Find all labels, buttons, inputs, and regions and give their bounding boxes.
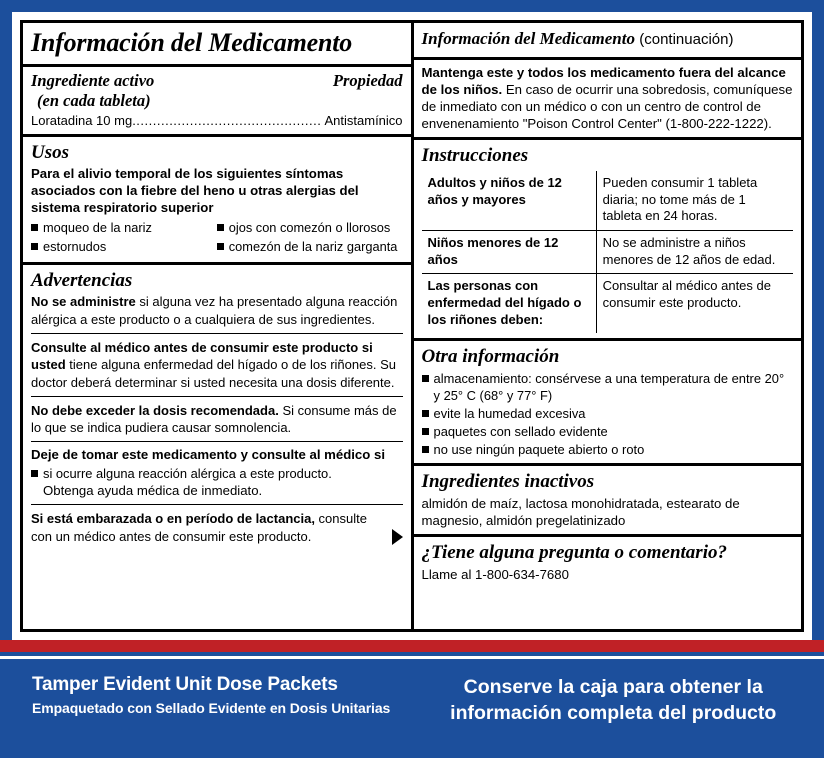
- list-item-label: no use ningún paquete abierto o roto: [433, 442, 645, 458]
- ingredient-name: Loratadina 10 mg: [31, 112, 133, 128]
- white-rule-divider: [0, 656, 824, 659]
- warning-2-bold: Consulte al médico antes de consumir este producto si usted: [31, 339, 373, 373]
- table-row: [422, 231, 793, 274]
- right-column: [414, 23, 801, 629]
- list-item: [217, 219, 403, 238]
- directions-block: [414, 140, 801, 171]
- directions-who-2: Niños menores de 12 años: [422, 231, 597, 274]
- footer-right-line1: Conserve la caja para obtener la: [463, 676, 763, 698]
- list-item: [422, 423, 793, 440]
- directions-who-3: Las personas con enfermedad del hígado o los riñones deben:: [422, 274, 597, 333]
- other-information-block: [414, 341, 801, 463]
- list-item-label: paquetes con sellado evidente: [433, 424, 608, 440]
- uses-block: [23, 137, 411, 262]
- list-item: [31, 465, 403, 482]
- list-item-label: almacenamiento: consérvese a una temperatura de entre 20° y 25° C (68° y 77° F): [433, 371, 785, 404]
- keep-out-of-reach-block: [414, 60, 801, 138]
- uses-text: Para el alivio temporal de los siguientes síntomas asociados con la fiebre del heno u otras alergias del sistema respiratorio superior: [31, 165, 359, 215]
- inactive-ingredients-text: almidón de maíz, lactosa monohidratada, estearato de magnesio, almidón pregelatinizado: [421, 496, 740, 529]
- leader-dots: ..............................................: [132, 112, 322, 128]
- warning-3-bold: No debe exceder la dosis recomendada.: [31, 402, 279, 418]
- square-bullet-icon: [422, 375, 429, 382]
- list-item: [422, 405, 793, 422]
- footer-left-line1: Tamper Evident Unit Dose Packets: [32, 674, 338, 695]
- keep-out-of-reach-text: [422, 64, 793, 133]
- stop-use-subtext: Obtenga ayuda médica de inmediato.: [43, 483, 263, 499]
- questions-block: [414, 537, 801, 588]
- uses-heading: Usos: [31, 141, 70, 163]
- list-item: [31, 219, 217, 238]
- continued-title-text: Información del Medicamento: [421, 29, 635, 48]
- warning-item-3: [31, 397, 403, 442]
- left-column: [23, 23, 414, 629]
- list-item-label: evite la humedad excesiva: [433, 406, 586, 422]
- continued-title: [422, 27, 793, 52]
- list-item-label: comezón de la nariz garganta: [228, 239, 398, 255]
- directions-dose-2: No se administre a niños menores de 12 años de edad.: [596, 231, 793, 274]
- pregnancy-text: consulte con un médico antes de consumir este producto.: [31, 511, 367, 544]
- warning-1-text: si alguna vez ha presentado alguna reacción alérgica a este producto o a cualquiera de sus ingredientes.: [31, 294, 398, 327]
- list-item: [31, 238, 217, 257]
- table-row: [422, 274, 793, 333]
- active-ingredient-block: [23, 67, 411, 134]
- warning-2-text: tiene alguna enfermedad del hígado o de los riñones. Su doctor deberá determinar si usted necesita una dosis diferente.: [31, 357, 396, 390]
- inactive-ingredients-block: [414, 466, 801, 534]
- directions-table-wrap: [414, 171, 801, 338]
- directions-heading: Instrucciones: [421, 145, 529, 167]
- list-item-label: si ocurre alguna reacción alérgica a este producto.: [43, 466, 332, 482]
- continuation-arrow-icon: [392, 529, 403, 545]
- square-bullet-icon: [422, 410, 429, 417]
- ingredient-purpose: Antistamínico: [324, 112, 403, 128]
- questions-heading: ¿Tiene alguna pregunta o comentario?: [421, 542, 727, 564]
- list-item-label: ojos con comezón o llorosos: [228, 220, 391, 236]
- keep-out-of-reach-bold: Mantenga este y todos los medicamento fuera del alcance de los niños.: [421, 64, 786, 97]
- warning-item-1: [31, 293, 403, 333]
- directions-table: [422, 171, 793, 333]
- drug-facts-continued-title-block: [414, 23, 801, 57]
- stop-use-item: [31, 442, 403, 504]
- square-bullet-icon: [31, 243, 38, 250]
- drug-facts-title-block: [23, 23, 411, 64]
- stop-use-bold: Deje de tomar este medicamento y consulte al médico si: [31, 447, 385, 463]
- square-bullet-icon: [217, 243, 224, 250]
- list-item: [217, 238, 403, 257]
- footer-band: [0, 640, 824, 758]
- footer-left: [0, 674, 428, 727]
- warning-3-text: Si consume más de lo que se indica pudiera causar somnolencia.: [31, 402, 397, 436]
- purpose-heading: Propiedad: [332, 71, 403, 91]
- table-row: [422, 171, 793, 230]
- footer-right-line2: información completa del producto: [450, 702, 777, 725]
- warnings-block: [23, 265, 411, 555]
- square-bullet-icon: [422, 446, 429, 453]
- pregnancy-item: [31, 505, 403, 550]
- page-title: Información del Medicamento: [31, 28, 353, 57]
- footer-content: [0, 674, 824, 727]
- list-item: [422, 370, 793, 404]
- label-border-box: [20, 20, 804, 632]
- list-item-label: moqueo de la nariz: [43, 220, 152, 236]
- list-item: [422, 441, 793, 458]
- per-tablet-label: (en cada tableta): [37, 91, 151, 111]
- other-information-heading: Otra información: [421, 346, 560, 368]
- directions-dose-1: Pueden consumir 1 tableta diaria; no tome más de 1 tableta en 24 horas.: [602, 175, 758, 224]
- inactive-ingredients-heading: Ingredientes inactivos: [421, 471, 595, 493]
- uses-bullet-list: [31, 219, 403, 256]
- directions-who-1: Adultos y niños de 12 años y mayores: [422, 171, 597, 230]
- warnings-heading: Advertencias: [31, 269, 133, 291]
- questions-phone-text: Llame al 1-800-634-7680: [421, 567, 569, 583]
- active-ingredient-headings: [31, 71, 403, 91]
- label-white-area: [12, 12, 812, 640]
- active-ingredient-heading: Ingrediente activo: [31, 71, 155, 91]
- footer-left-line2: Empaquetado con Sellado Evidente en Dosis Unitarias: [32, 699, 391, 716]
- square-bullet-icon: [217, 224, 224, 231]
- red-accent-strip: [0, 640, 824, 652]
- square-bullet-icon: [31, 224, 38, 231]
- keep-out-of-reach-rest: En caso de ocurrir una sobredosis, comuníquese de inmediato con un médico o con un centro de control de envenenamiento "Poison Control Center" (1-800-222-1222).: [421, 81, 793, 132]
- square-bullet-icon: [31, 470, 38, 477]
- directions-dose-3: Consultar al médico antes de consumir este producto.: [596, 274, 793, 333]
- footer-right: [428, 674, 824, 727]
- square-bullet-icon: [422, 428, 429, 435]
- continued-suffix: (continuación): [639, 31, 734, 48]
- list-item-label: estornudos: [43, 239, 107, 255]
- warning-1-bold: No se administre: [31, 294, 136, 310]
- pregnancy-bold: Si está embarazada o en período de lactancia,: [31, 511, 315, 527]
- ingredient-line: [31, 113, 403, 129]
- warning-item-2: [31, 334, 403, 396]
